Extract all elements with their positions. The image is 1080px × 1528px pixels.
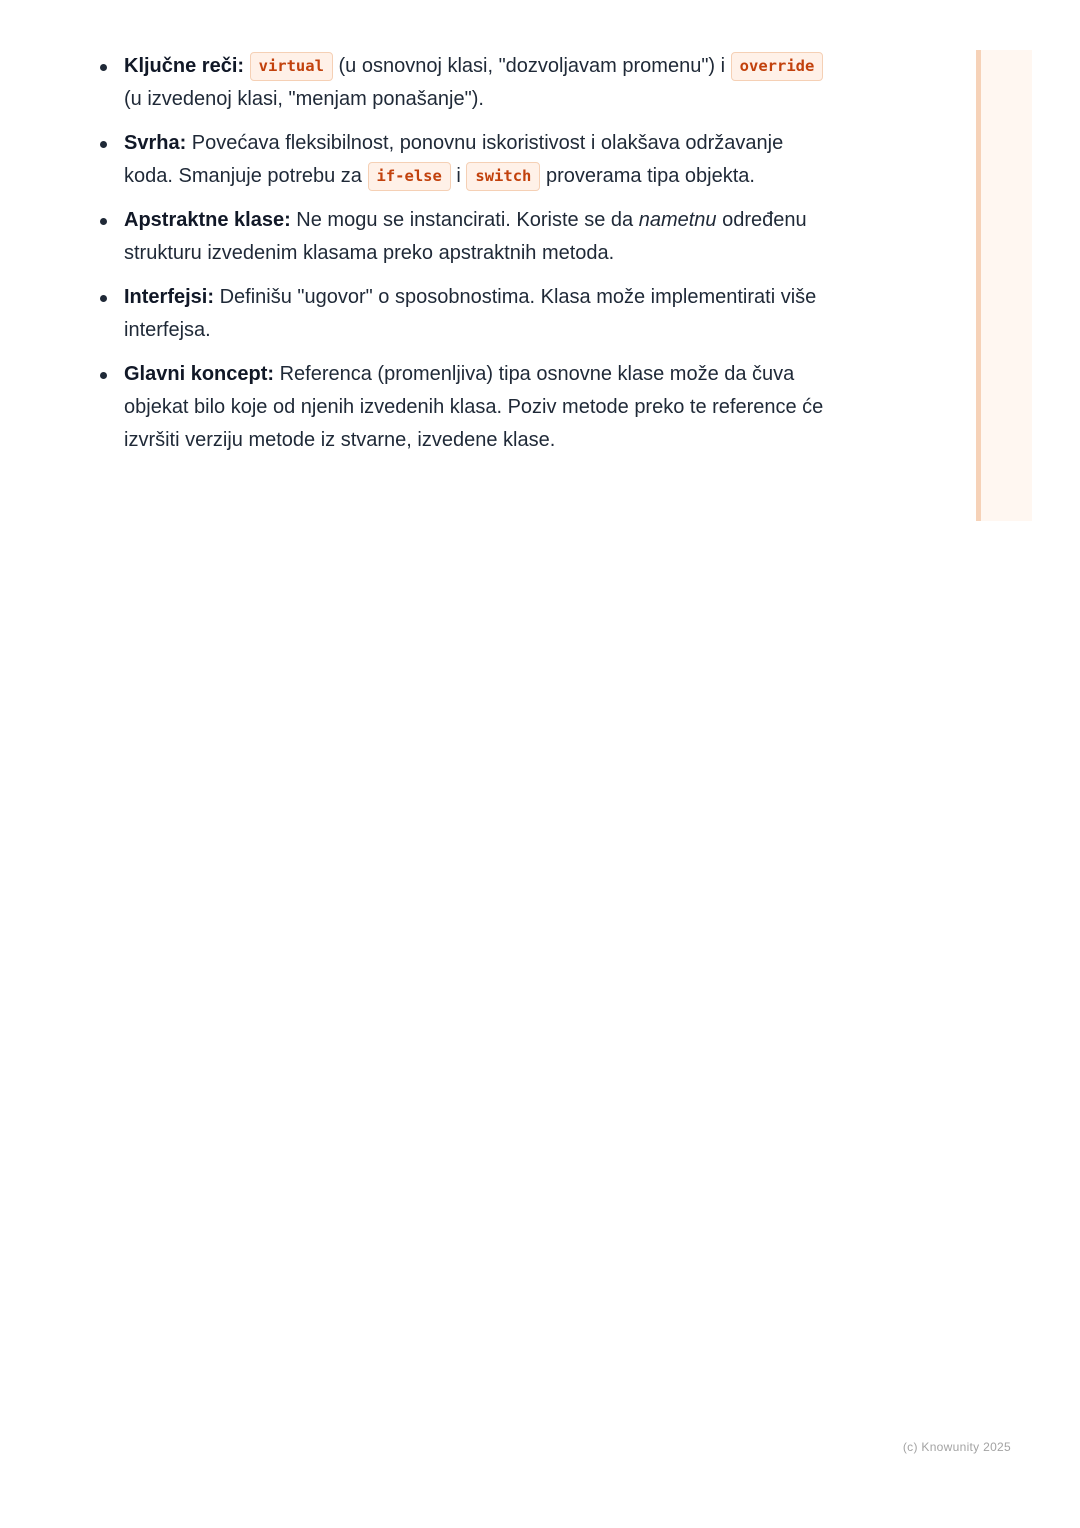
bullet-text: Definišu "ugovor" o sposobnostima. Klasa može implementirati više interfejsa. [124,286,817,341]
bullet-text: Ne mogu se instancirati. Koriste se da [290,209,639,231]
bullet-item-interfaces [96,281,831,347]
bullet-dot [100,295,107,302]
sidebar-accent-bar [976,50,1032,521]
bullet-list [96,50,831,468]
bullet-term: Interfejsi: [124,286,215,308]
code-chip-virtual: virtual [250,52,333,81]
bullet-dot [100,372,107,379]
bullet-dot [100,218,107,225]
emphasis-text: nametnu [638,209,717,231]
footer-copyright: (c) Knowunity 2025 [902,1440,1011,1454]
bullet-text: (u osnovnoj klasi, "dozvoljavam promenu") i [332,55,731,77]
code-chip-if-else: if-else [368,162,451,191]
bullet-text: (u izvedenoj klasi, "menjam ponašanje"). [124,88,484,110]
bullet-item-purpose [96,127,831,193]
bullet-item-keywords [96,50,831,116]
bullet-text: Referenca (promenljiva) tipa osnovne klase može da čuva objekat bilo koje od njenih izvedenih klasa. Poziv metode preko te reference će izvršiti verziju metode iz stvarne, izvedene klase. [124,363,824,451]
bullet-text: određenu strukturu izvedenim klasama preko apstraktnih metoda. [124,209,807,264]
bullet-term: Svrha: [124,132,187,154]
code-chip-override: override [731,52,824,81]
code-chip-switch: switch [466,162,540,191]
bullet-term: Ključne reči: [124,55,245,77]
bullet-term: Glavni koncept: [124,363,275,385]
bullet-text: Povećava fleksibilnost, ponovnu iskoristivost i olakšava održavanje koda. Smanjuje potrebu za [124,132,784,187]
bullet-item-abstract-classes [96,204,831,270]
bullet-dot [100,64,107,71]
bullet-dot [100,141,107,148]
bullet-text: proverama tipa objekta. [540,165,755,187]
bullet-text: i [450,165,467,187]
bullet-item-main-concept [96,358,831,457]
bullet-term: Apstraktne klase: [124,209,291,231]
